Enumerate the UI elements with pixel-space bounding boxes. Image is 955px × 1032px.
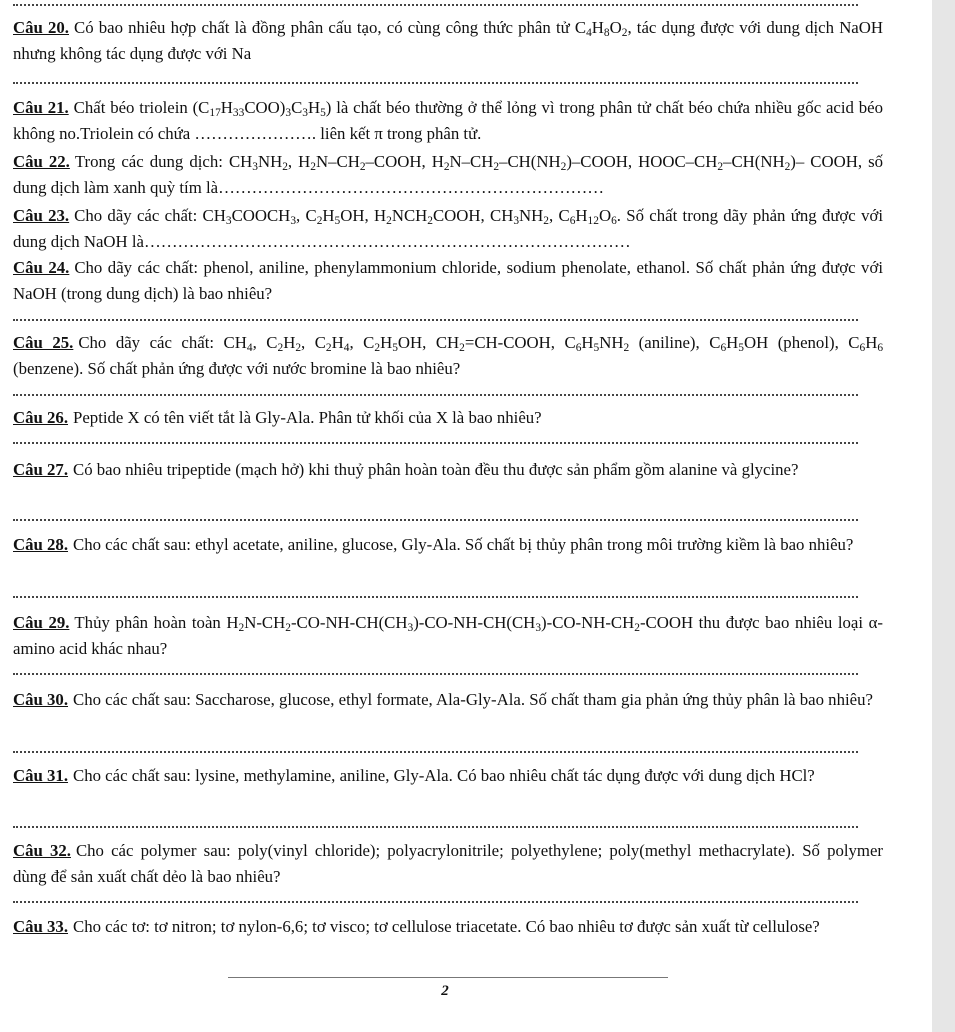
question-text: Cho các chất sau: lysine, methylamine, aniline, Gly-Ala. Có bao nhiêu chất tác dụng được với dung dịch HCl? (73, 766, 815, 785)
question-number: Câu 25. (13, 333, 74, 352)
question-text: Peptide X có tên viết tắt là Gly-Ala. Phân tử khối của X là bao nhiêu? (73, 408, 542, 427)
question-number: Câu 21. (13, 98, 69, 117)
question-text: Có bao nhiêu tripeptide (mạch hở) khi thuỷ phân hoàn toàn đều thu được sản phẩm gồm alanine và glycine? (73, 460, 799, 479)
question-28 (13, 532, 883, 558)
question-text: Thủy phân hoàn toàn $H_2N-CH_2-CO-NH-CH(CH_3)-CO-NH-CH(CH_3)-CO-NH-CH_2$-COOH thu được bao nhiêu loại α-amino acid khác nhau? (13, 613, 883, 658)
question-number: Câu 26. (13, 408, 69, 427)
question-33 (13, 914, 883, 940)
scrollbar-gutter[interactable] (932, 0, 955, 1032)
footer-rule (228, 977, 668, 978)
answer-line (13, 826, 858, 828)
question-number: Câu 22. (13, 152, 70, 171)
question-25 (13, 330, 883, 382)
question-number: Câu 27. (13, 460, 69, 479)
answer-line (13, 82, 858, 84)
question-text: Trong các dung dịch: $CH_3NH_2$, $H_2N-CH_2$–COOH, $H_2N-CH_2-CH(NH_2)$–COOH, HOOC–$CH_2-CH(NH_2)-$ COOH, số dung dịch làm xanh quỳ tím là…………………………………………………………… (13, 152, 884, 197)
question-text: Cho các polymer sau: poly(vinyl chloride); polyacrylonitrile; polyethylene; poly(methyl methacrylate). Số polymer dùng để sản xuất chất dẻo là bao nhiêu? (13, 841, 883, 886)
answer-line (13, 4, 858, 6)
question-text: Cho dãy các chất: phenol, aniline, phenylammonium chloride, sodium phenolate, ethanol. Số chất phản ứng được với NaOH (trong dung dịch) là bao nhiêu? (13, 258, 883, 303)
question-text: Cho các tơ: tơ nitron; tơ nylon-6,6; tơ visco; tơ cellulose triacetate. Có bao nhiêu tơ được sản xuất từ cellulose? (73, 917, 820, 936)
question-21 (13, 95, 883, 147)
question-32 (13, 838, 883, 890)
question-23 (13, 203, 883, 255)
answer-line (13, 519, 858, 521)
question-number: Câu 28. (13, 535, 69, 554)
question-text: Cho các chất sau: ethyl acetate, aniline, glucose, Gly-Ala. Số chất bị thủy phân trong môi trường kiềm là bao nhiêu? (73, 535, 854, 554)
question-text: Cho dãy các chất: $CH_3COOCH_3$, $C_2H_5OH$, $H_2NCH_2COOH$, $CH_3NH_2$, $C_6H_{12}O_6$. Số chất trong dãy phản ứng được với dung dịch NaOH là…………………………………………………………………………… (13, 206, 883, 251)
question-24 (13, 255, 883, 307)
question-text: Cho các chất sau: Saccharose, glucose, ethyl formate, Ala-Gly-Ala. Số chất tham gia phản ứng thủy phân là bao nhiêu? (73, 690, 873, 709)
question-number: Câu 31. (13, 766, 69, 785)
answer-line (13, 319, 858, 321)
question-number: Câu 20. (13, 18, 69, 37)
question-number: Câu 33. (13, 917, 69, 936)
question-text: Chất béo triolein $(C_{17}H_{33}COO)_3C_3H_5$) là chất béo thường ở thể lỏng vì trong phân tử chất béo chứa nhiều gốc acid béo không no.Triolein có chứa …………………. liên kết π trong phân tử. (13, 98, 884, 143)
question-30 (13, 687, 883, 713)
question-number: Câu 23. (13, 206, 70, 225)
question-22 (13, 149, 883, 201)
answer-line (13, 442, 858, 444)
question-number: Câu 24. (13, 258, 70, 277)
question-number: Câu 29. (13, 613, 70, 632)
answer-line (13, 901, 858, 903)
answer-line (13, 751, 858, 753)
question-29 (13, 610, 883, 662)
question-text: Có bao nhiêu hợp chất là đồng phân cấu tạo, có cùng công thức phân tử $C_4H_8O_2$, tác dụng được với dung dịch NaOH nhưng không tác dụng được với Na (13, 18, 883, 63)
answer-line (13, 596, 858, 598)
page-number: 2 (441, 983, 449, 999)
question-number: Câu 30. (13, 690, 69, 709)
question-20 (13, 15, 883, 67)
question-number: Câu 32. (13, 841, 71, 860)
question-27 (13, 457, 883, 483)
answer-line (13, 394, 858, 396)
question-31 (13, 763, 883, 789)
answer-line (13, 673, 858, 675)
question-text: Cho dãy các chất: $CH_4$, $C_2H_2$, $C_2H_4$, $C_2H_5OH$, $CH_2=CH$-COOH, $C_6H_5NH_2$ (aniline), $C_6H_5OH$ (phenol), $C_6H_6$ (benzene). Số chất phản ứng được với nước bromine là bao nhiêu? (13, 333, 884, 378)
question-26 (13, 405, 883, 431)
